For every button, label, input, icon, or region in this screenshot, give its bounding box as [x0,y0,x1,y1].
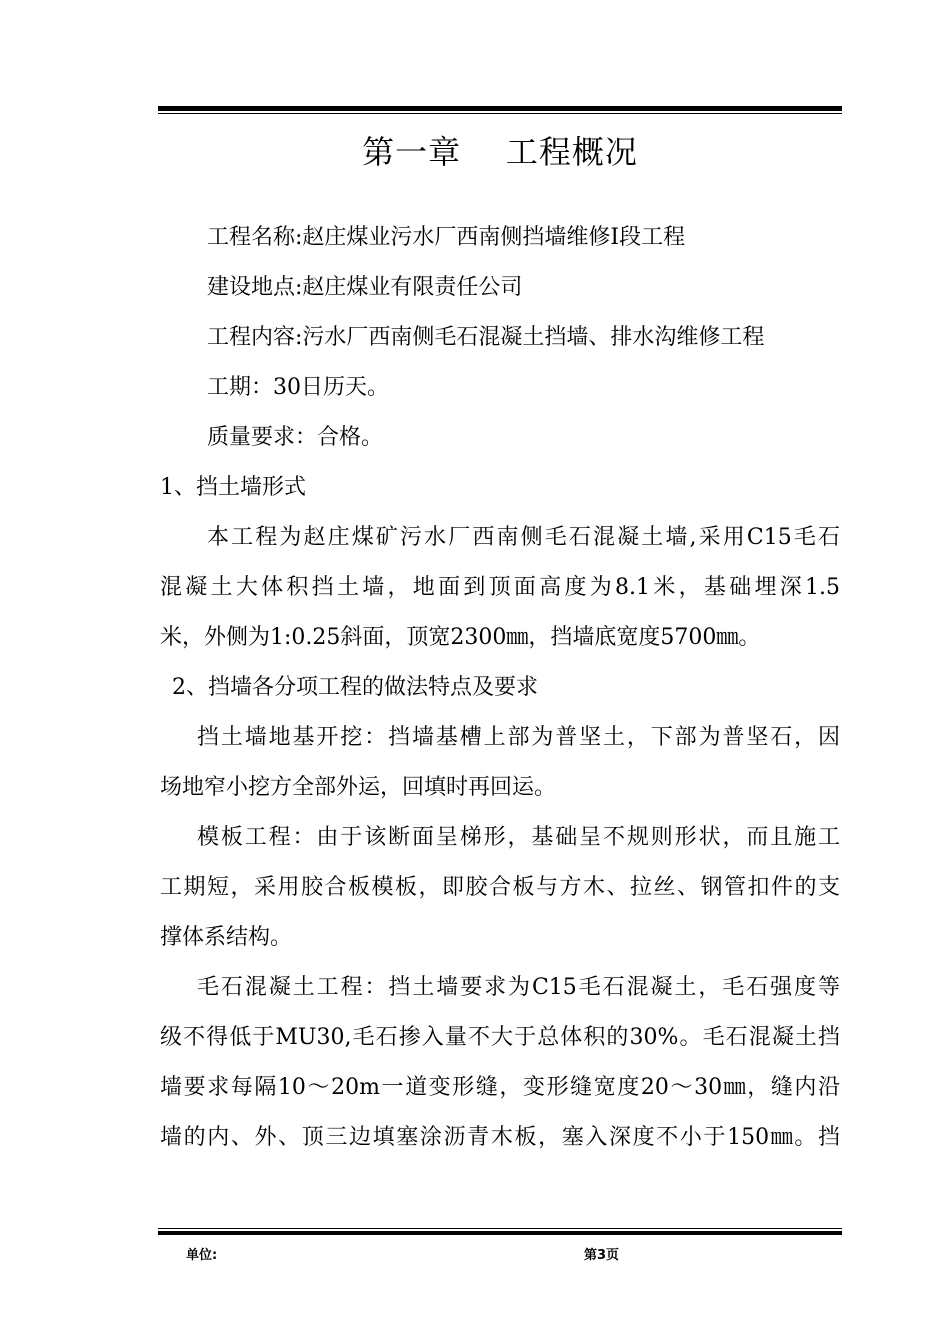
formwork-paragraph-line: 模板工程：由于该断面呈梯形，基础呈不规则形状，而且施工 [197,825,840,850]
section-1-line: 混凝土大体积挡土墙，地面到顶面高度为8.1米，基础埋深1.5 [160,575,840,600]
section-1-line: 本工程为赵庄煤矿污水厂西南侧毛石混凝土墙,采用C15毛石 [207,525,840,550]
section-2-heading: 2、挡墙各分项工程的做法特点及要求 [172,675,538,700]
project-duration: 工期：30日历天。 [207,375,389,400]
excavation-paragraph-line: 场地窄小挖方全部外运，回填时再回运。 [160,775,557,800]
header-rule-thin [158,113,842,114]
concrete-paragraph-line: 墙要求每隔10～20m一道变形缝，变形缝宽度20～30㎜，缝内沿 [160,1075,840,1100]
formwork-paragraph-line: 撑体系结构。 [160,925,293,950]
project-location: 建设地点:赵庄煤业有限责任公司 [207,275,523,300]
footer-rule-thin [158,1228,842,1229]
footer-unit-label: 单位: [186,1248,218,1263]
header-rule [158,106,842,111]
concrete-paragraph-line: 墙的内、外、顶三边填塞涂沥青木板，塞入深度不小于150㎜。挡 [160,1125,840,1150]
project-name: 工程名称:赵庄煤业污水厂西南侧挡墙维修Ⅰ段工程 [207,225,686,250]
chapter-title: 第一章 工程概况 [362,133,638,171]
formwork-paragraph-line: 工期短，采用胶合板模板，即胶合板与方木、拉丝、钢管扣件的支 [160,875,840,900]
footer-page-number: 第3页 [584,1248,620,1263]
footer-rule [158,1231,842,1235]
excavation-paragraph-line: 挡土墙地基开挖：挡墙基槽上部为普坚土，下部为普坚石，因 [197,725,840,750]
section-1-heading: 1、挡土墙形式 [160,475,306,500]
concrete-paragraph-line: 级不得低于MU30,毛石掺入量不大于总体积的30%。毛石混凝土挡 [160,1025,840,1050]
project-quality: 质量要求：合格。 [207,425,384,450]
section-1-line: 米，外侧为1:0.25斜面，顶宽2300㎜，挡墙底宽度5700㎜。 [160,625,761,650]
project-content: 工程内容:污水厂西南侧毛石混凝土挡墙、排水沟维修工程 [207,325,765,350]
concrete-paragraph-line: 毛石混凝土工程：挡土墙要求为C15毛石混凝土，毛石强度等 [197,975,840,1000]
